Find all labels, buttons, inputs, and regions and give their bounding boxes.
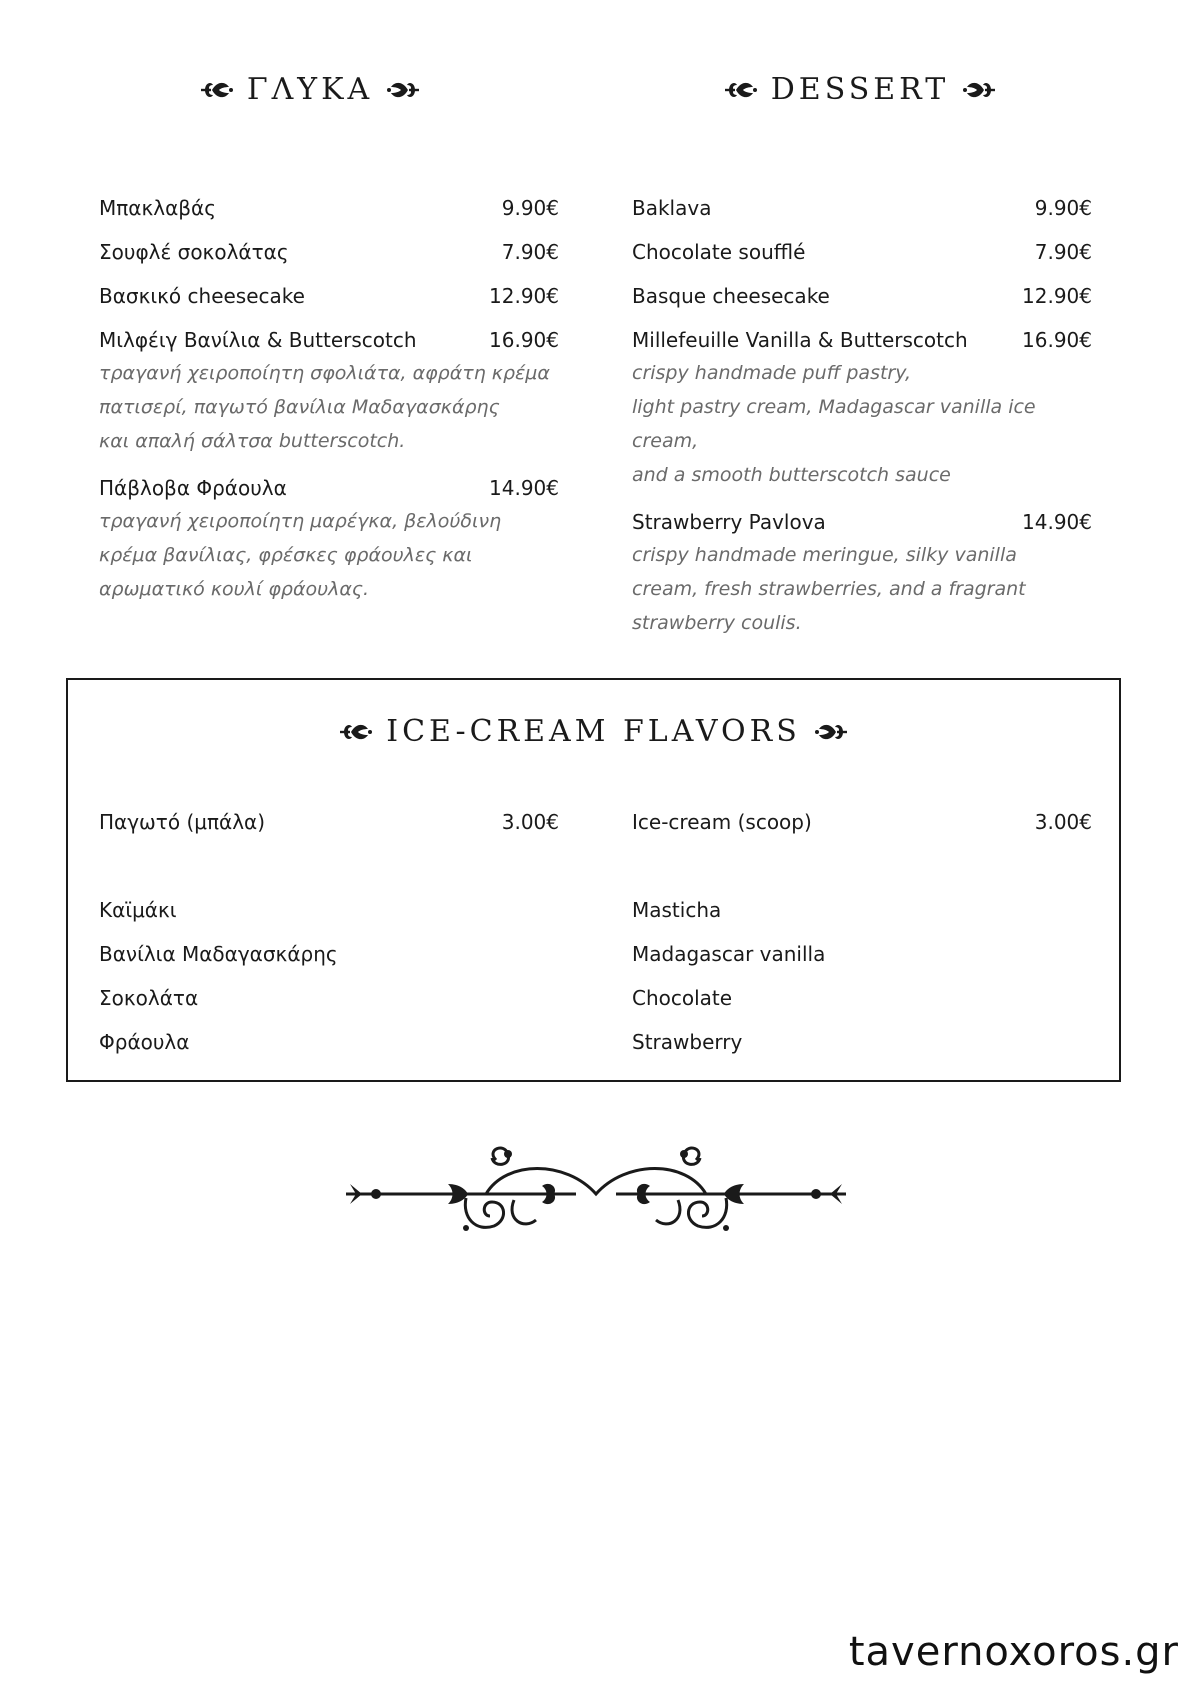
flavor-item: Σοκολάτα [99,986,199,1010]
fleuron-left-icon [963,77,997,103]
flavor-item: Chocolate [632,986,733,1010]
item-description: τραγανή χειροποίητη σφολιάτα, αφράτη κρέμα πατισερί, παγωτό βανίλια Μαδαγασκάρης και απαλή σάλτσα butterscotch. [99,362,550,452]
item-name: Basque cheesecake [632,284,830,308]
menu-item [99,274,559,318]
icecream-english-column [632,800,1092,1064]
item-description: crispy handmade meringue, silky vanilla cream, fresh strawberries, and a fragrant strawberry coulis. [632,544,1026,634]
flavor-item: Masticha [632,898,722,922]
flavor-item: Φράουλα [99,1030,190,1054]
menu-item [632,186,1092,230]
item-price: 7.90€ [501,240,559,264]
watermark: tavernoxoros.gr [848,1629,1179,1675]
item-price: 9.90€ [1034,196,1092,220]
fleuron-left-icon [815,719,849,745]
icecream-greek-column [99,800,559,1064]
flavor-item: Καϊμάκι [99,898,177,922]
item-price: 14.90€ [489,476,559,500]
item-price: 7.90€ [1034,240,1092,264]
menu-item [99,318,559,458]
fleuron-left-icon [387,77,421,103]
item-name: Μιλφέιγ Βανίλια & Butterscotch [99,328,417,352]
item-price: 3.00€ [501,810,559,834]
item-name: Παγωτό (μπάλα) [99,810,266,834]
item-price: 14.90€ [1022,510,1092,534]
item-name: Πάβλοβα Φράουλα [99,476,287,500]
item-price: 12.90€ [1022,284,1092,308]
item-name: Βασκικό cheesecake [99,284,305,308]
flavor-item: Βανίλια Μαδαγασκάρης [99,942,338,966]
flavor-item: Strawberry [632,1030,743,1054]
icecream-heading [66,714,1121,749]
english-menu-list [632,186,1092,648]
fleuron-right-icon [338,719,372,745]
menu-item [632,318,1092,492]
greek-section-heading [180,72,440,107]
greek-menu-list [99,186,559,614]
menu-item [99,466,559,606]
english-section-heading [700,72,1020,107]
menu-item [632,500,1092,640]
item-description: τραγανή χειροποίητη μαρέγκα, βελούδινη κρέμα βανίλιας, φρέσκες φράουλες και αρωματικό κουλί φράουλας. [99,510,502,600]
item-price: 16.90€ [1022,328,1092,352]
item-price: 9.90€ [501,196,559,220]
icecream-title: ICE-CREAM FLAVORS [386,714,801,749]
item-name: Ice-cream (scoop) [632,810,812,834]
greek-section-title: ΓΛΥΚΑ [246,72,374,107]
item-name: Millefeuille Vanilla & Butterscotch [632,328,968,352]
scroll-ornament-divider-icon [336,1140,856,1240]
item-name: Chocolate soufflé [632,240,806,264]
item-name: Μπακλαβάς [99,196,216,220]
item-name: Strawberry Pavlova [632,510,826,534]
item-description: crispy handmade puff pastry, light pastry cream, Madagascar vanilla ice cream, and a smooth butterscotch sauce [632,362,1036,486]
english-section-title: DESSERT [770,72,950,107]
item-price: 16.90€ [489,328,559,352]
icecream-price-row [632,800,1092,844]
item-price: 12.90€ [489,284,559,308]
icecream-price-row [99,800,559,844]
item-price: 3.00€ [1034,810,1092,834]
flavor-item: Madagascar vanilla [632,942,826,966]
menu-item [99,230,559,274]
menu-item [632,274,1092,318]
menu-item [99,186,559,230]
fleuron-right-icon [199,77,233,103]
fleuron-right-icon [723,77,757,103]
item-name: Baklava [632,196,712,220]
item-name: Σουφλέ σοκολάτας [99,240,289,264]
menu-item [632,230,1092,274]
